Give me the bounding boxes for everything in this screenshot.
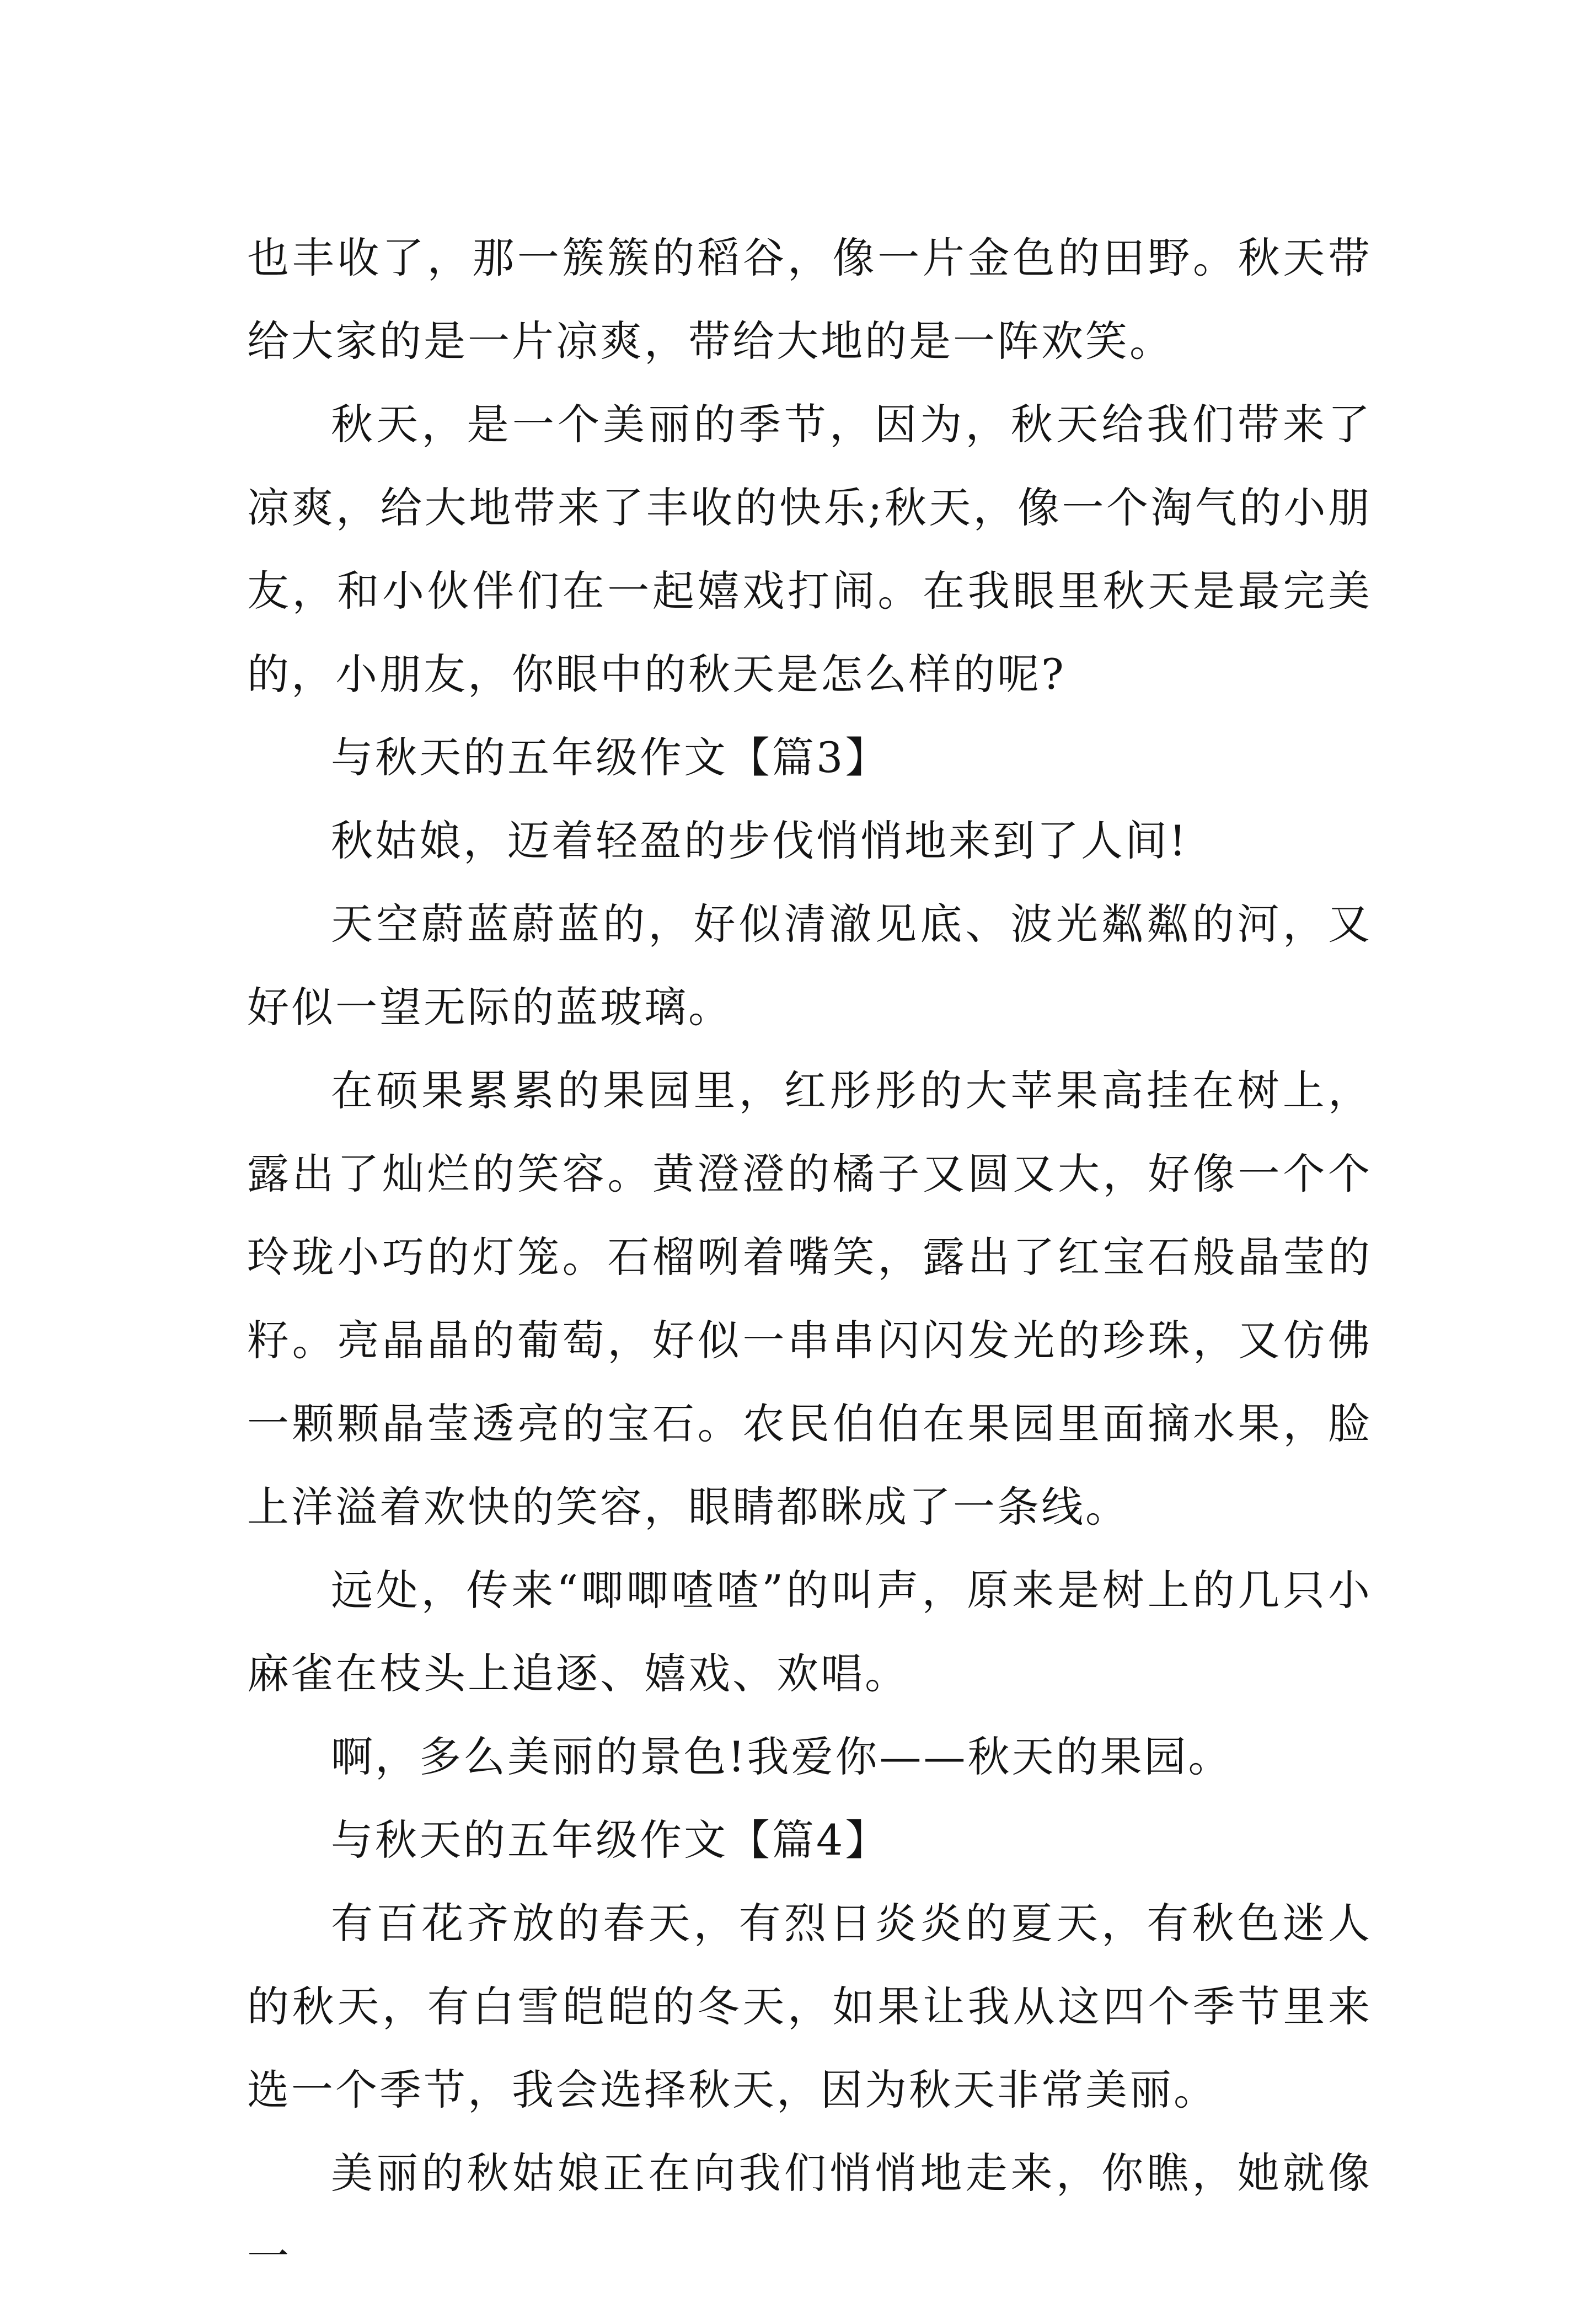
section-heading: 与秋天的五年级作文【篇4】 [331,1815,890,1865]
paragraph: 远处，传来“唧唧喳喳”的叫声，原来是树上的几只小麻雀在枝头上追逐、嬉戏、欢唱。 [247,1566,1372,1698]
paragraph: 秋天，是一个美丽的季节，因为，秋天给我们带来了凉爽，给大地带来了丰收的快乐;秋天，像一个淘气的小朋友，和小伙伴们在一起嬉戏打闹。在我眼里秋天是最完美的，小朋友，你眼中的秋天是怎么样的呢? [247,400,1372,699]
paragraph: 在硕果累累的果园里，红彤彤的大苹果高挂在树上，露出了灿烂的笑容。黄澄澄的橘子又圆又大，好像一个个玲珑小巧的灯笼。石榴咧着嘴笑，露出了红宝石般晶莹的籽。亮晶晶的葡萄，好似一串串闪闪发光的珍珠，又仿佛一颗颗晶莹透亮的宝石。农民伯伯在果园里面摘水果，脸上洋溢着欢快的笑容，眼睛都眯成了一条线。 [247,1066,1372,1531]
section-heading: 与秋天的五年级作文【篇3】 [331,733,890,782]
paragraph: 秋姑娘，迈着轻盈的步伐悄悄地来到了人间! [331,816,1188,865]
paragraph-continuation: 也丰收了，那一簇簇的稻谷，像一片金色的田野。秋天带给大家的是一片凉爽，带给大地的是一阵欢笑。 [247,233,1372,366]
paragraph: 有百花齐放的春天，有烈日炎炎的夏天，有秋色迷人的秋天，有白雪皑皑的冬天，如果让我从这四个季节里来选一个季节，我会选择秋天，因为秋天非常美丽。 [247,1899,1372,2114]
paragraph: 啊，多么美丽的景色!我爱你——秋天的果园。 [331,1732,1233,1781]
document-body [247,216,1372,2298]
paragraph: 美丽的秋姑娘正在向我们悄悄地走来，你瞧，她就像一 [247,2149,1372,2281]
paragraph: 天空蔚蓝蔚蓝的，好似清澈见底、波光粼粼的河，又好似一望无际的蓝玻璃。 [247,899,1372,1032]
